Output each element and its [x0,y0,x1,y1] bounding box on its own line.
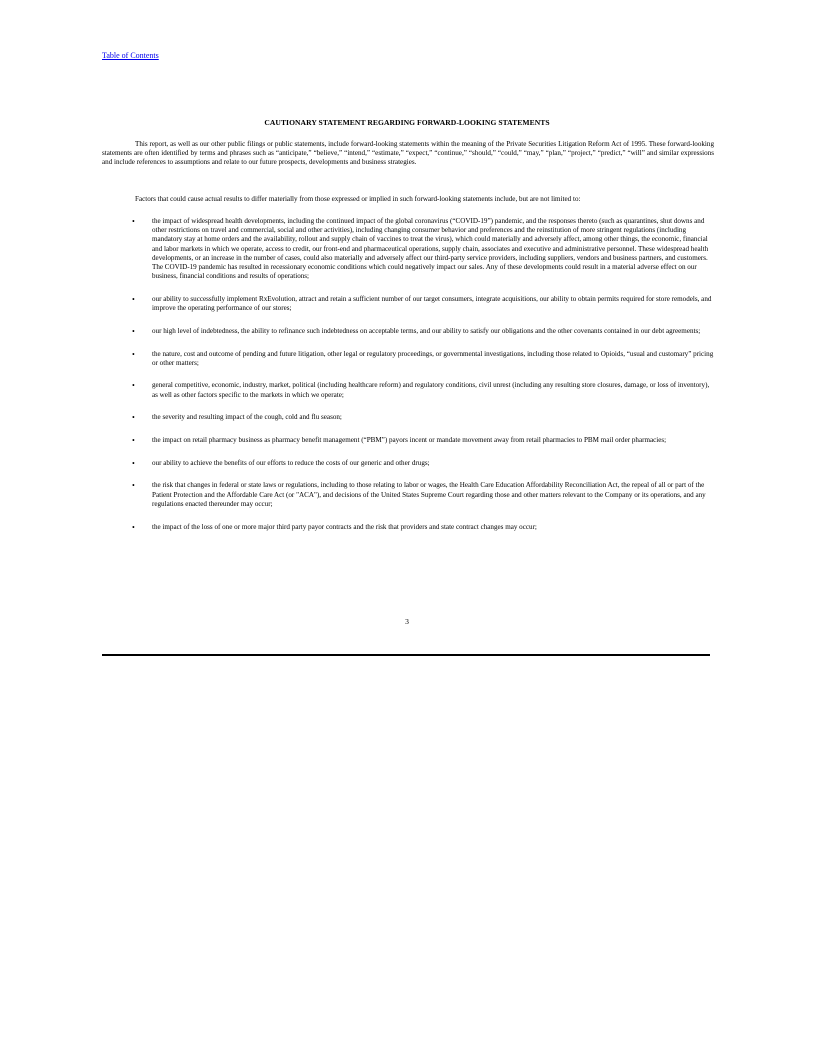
list-item [102,381,714,399]
bullet-icon: • [132,436,135,446]
list-item [102,327,714,336]
page-divider [102,654,710,656]
list-item [102,523,714,532]
intro-paragraph: This report, as well as our other public filings or public statements, include forward-looking statements within the meaning of the Private Securities Litigation Reform Act of 1995. These forward-looking statements are often identified by terms and phrases such as “anticipate,” “believe,” “intend,” “estimate,” “expect,” “continue,” “should,” “could,” “may,” “plan,” “project,” “predict,” “will” and similar expressions and include references to assumptions and relate to our future prospects, developments and business strategies. [102,140,714,167]
list-item-text: the impact of the loss of one or more major third party payor contracts and the risk that providers and state contract changes may occur; [152,522,537,531]
bullet-icon: • [132,381,135,391]
list-item-text: our high level of indebtedness, the ability to refinance such indebtedness on acceptable terms, and our ability to satisfy our obligations and the other covenants contained in our debt agreements; [152,326,701,335]
list-item-text: the risk that changes in federal or state laws or regulations, including to those relating to labor or wages, the Health Care Education Affordability Reconciliation Act, the repeal of all or part of the Patient Protection and the Affordable Care Act (or "ACA"), and decisions of the United States Supreme Court regarding those and other matters relevant to the Company or its operations, and any regulations enacted thereunder may occur; [152,481,706,508]
list-item-text: the nature, cost and outcome of pending and future litigation, other legal or regulatory proceedings, or governmental investigations, including those related to Opioids, “usual and customary” pricing or other matters; [152,349,714,367]
list-item [102,436,714,445]
risk-factor-list [102,217,714,545]
bullet-icon: • [132,458,135,468]
list-item [102,413,714,422]
list-item [102,350,714,368]
table-of-contents-link[interactable]: Table of Contents [102,51,159,60]
bullet-icon: • [132,522,135,532]
list-item-text: our ability to achieve the benefits of our efforts to reduce the costs of our generic and other drugs; [152,458,430,467]
bullet-icon: • [132,349,135,359]
factors-paragraph: Factors that could cause actual results to differ materially from those expressed or implied in such forward-looking statements include, but are not limited to: [135,195,581,203]
list-item [102,459,714,468]
list-item-text: the impact on retail pharmacy business as pharmacy benefit management (“PBM”) payors incent or mandate movement away from retail pharmacies to PBM mail order pharmacies; [152,436,667,445]
page-number: 3 [405,617,409,626]
bullet-icon: • [132,413,135,423]
list-item [102,217,714,281]
section-heading: CAUTIONARY STATEMENT REGARDING FORWARD-LOOKING STATEMENTS [264,118,550,127]
bullet-icon: • [132,217,135,226]
bullet-icon: • [132,481,135,491]
bullet-icon: • [132,294,135,304]
list-item [102,295,714,313]
bullet-icon: • [132,326,135,336]
list-item [102,481,714,509]
list-item-text: our ability to successfully implement RxEvolution, attract and retain a sufficient number of our target consumers, integrate acquisitions, our ability to obtain permits required for store remodels, and improve the operating performance of our stores; [152,294,712,313]
list-item-text: the severity and resulting impact of the cough, cold and flu season; [152,413,342,422]
list-item-text: general competitive, economic, industry, market, political (including healthcare reform) and regulatory conditions, civil unrest (including any resulting store closures, damage, or loss of inventory), as well as other factors specific to the markets in which we operate; [152,381,710,399]
list-item-text: the impact of widespread health developments, including the continued impact of the global coronavirus (“COVID-19”) pandemic, and the responses thereto (such as quarantines, shut downs and other restrictions on travel and commercial, social and other activities), including changing consumer behavior and preferences and the reinstitution of more stringent regulations (including mandatory stay at home orders and the availability, rollout and supply chain of vaccines to treat the virus), which could materially and adversely affect, among other things, the economic, financial and labor markets in which we operate, access to credit, our front-end and pharmaceutical operations, supply chain, associates and executive and administrative personnel. These widespread health developments, or an increase in the number of cases, could also materially and adversely affect our third-party service providers, including suppliers, vendors and business partners, and customers. The COVID-19 pandemic has resulted in recessionary economic conditions which could negatively impact our sales. Any of these developments could result in a material adverse effect on our business, financial conditions and results of operations; [152,217,709,281]
